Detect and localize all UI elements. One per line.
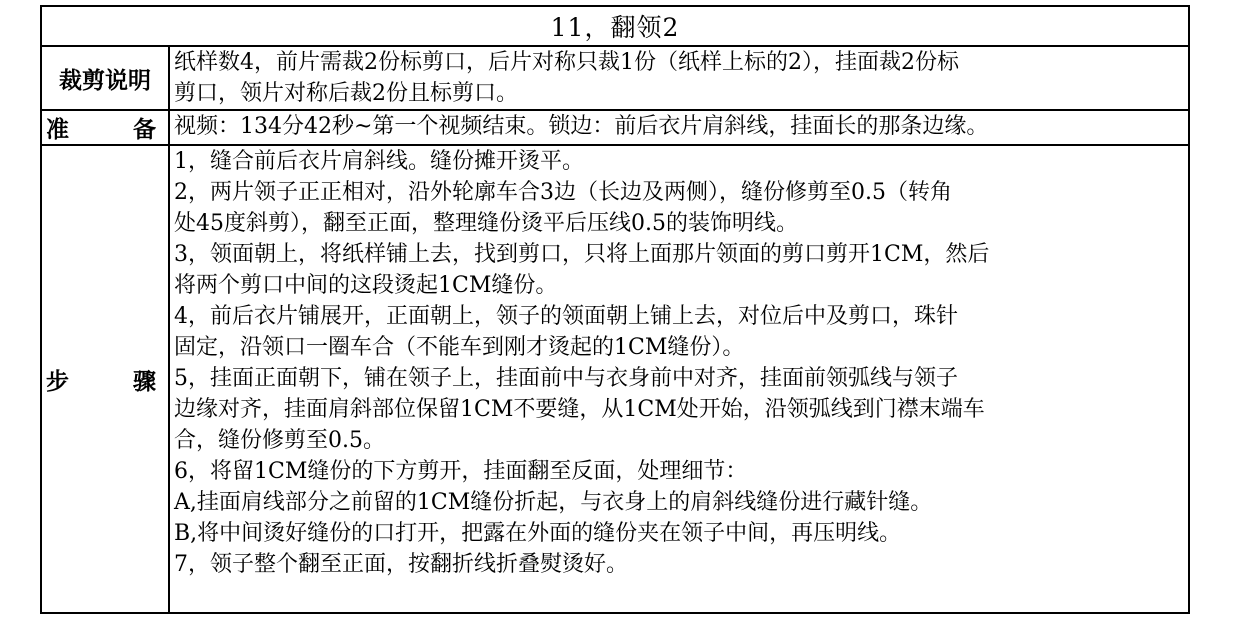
text-line: 视频：134分42秒~第一个视频结束。锁边：前后衣片肩斜线，挂面长的那条边缘。	[174, 114, 989, 139]
table-title: 11，翻领2	[41, 6, 1189, 46]
cutting-content	[169, 46, 1189, 110]
step-line: 合，缝份修剪至0.5。	[174, 428, 385, 453]
step-line: 2，两片领子正正相对，沿外轮廓车合3边（长边及两侧），缝份修剪至0.5（转角	[174, 180, 952, 205]
step-line: 3，领面朝上，将纸样铺上去，找到剪口，只将上面那片领面的剪口剪开1CM，然后	[174, 242, 990, 267]
instruction-table	[40, 5, 1190, 614]
step-line: 7，领子整个翻至正面，按翻折线折叠熨烫好。	[174, 552, 628, 577]
step-line: 6，将留1CM缝份的下方剪开，挂面翻至反面，处理细节：	[174, 459, 748, 484]
step-line: 5，挂面正面朝下，铺在领子上，挂面前中与衣身前中对齐，挂面前领弧线与领子	[174, 366, 958, 391]
steps-content	[169, 145, 1189, 613]
preparation-row	[41, 110, 1189, 145]
text-line: 剪口，领片对称后裁2份且标剪口。	[174, 81, 518, 106]
steps-row	[41, 145, 1189, 613]
step-line: 4，前后衣片铺展开，正面朝上，领子的领面朝上铺上去，对位后中及剪口，珠针	[174, 304, 958, 329]
label-char: 备	[133, 117, 156, 143]
step-line: 将两个剪口中间的这段烫起1CM缝份。	[174, 273, 558, 298]
step-line: 1，缝合前后衣片肩斜线。缝份摊开烫平。	[174, 149, 584, 174]
step-line: 边缘对齐，挂面肩斜部位保留1CM不要缝，从1CM处开始，沿领弧线到门襟末端车	[174, 397, 985, 422]
step-line: B,将中间烫好缝份的口打开，把露在外面的缝份夹在领子中间，再压明线。	[174, 521, 902, 546]
steps-label	[41, 145, 169, 613]
text-line: 纸样数4，前片需裁2份标剪口，后片对称只裁1份（纸样上标的2），挂面裁2份标	[174, 50, 959, 75]
preparation-content	[169, 110, 1189, 145]
label-char: 步	[46, 368, 69, 395]
preparation-label	[41, 110, 169, 145]
cutting-label: 裁剪说明	[41, 46, 169, 110]
cutting-row	[41, 46, 1189, 110]
step-line: A,挂面肩线部分之前留的1CM缝份折起，与衣身上的肩斜线缝份进行藏针缝。	[174, 490, 933, 515]
label-char: 准	[46, 117, 69, 143]
label-char: 骤	[133, 368, 156, 395]
step-line: 处45度斜剪），翻至正面，整理缝份烫平后压线0.5的装饰明线。	[174, 211, 798, 236]
step-line: 固定，沿领口一圈车合（不能车到刚才烫起的1CM缝份）。	[174, 335, 745, 360]
